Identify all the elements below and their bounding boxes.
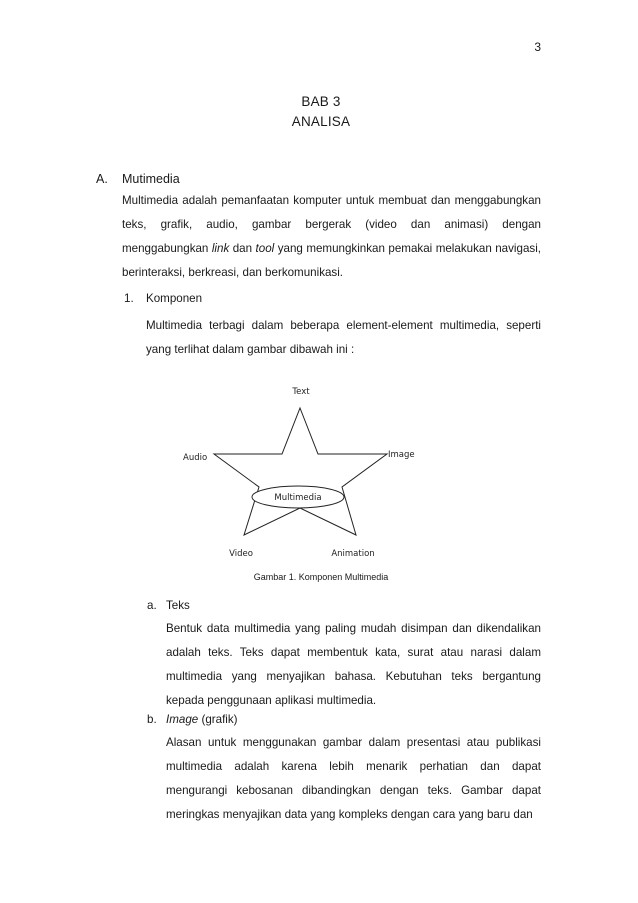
audio-label: Audio xyxy=(183,453,208,463)
intro-text-part3: yang memungkinkan pemakai melakukan navigasi, berinteraksi, berkreasi, dan berkomunikasi. xyxy=(122,242,541,279)
section-letter: A. xyxy=(96,172,108,186)
item-a-letter: a. xyxy=(147,599,157,612)
multimedia-components-diagram xyxy=(170,378,470,578)
intro-text-part2: dan xyxy=(229,242,256,255)
intro-link-term: link xyxy=(211,242,230,255)
chapter-number: BAB 3 xyxy=(301,94,341,109)
video-label: Video xyxy=(229,549,253,559)
subsection-number: 1. xyxy=(124,292,134,305)
section-title: Mutimedia xyxy=(122,172,180,186)
subsection-paragraph: Multimedia terbagi dalam beberapa element-element multimedia, seperti yang terlihat dalam gambar dibawah ini : xyxy=(146,319,541,356)
center-label: Multimedia xyxy=(274,493,322,503)
item-b-title-rest: (grafik) xyxy=(198,713,238,726)
figure-caption: Gambar 1. Komponen Multimedia xyxy=(253,572,389,582)
item-a-title: Teks xyxy=(166,599,190,612)
star-shape xyxy=(214,408,387,535)
item-b-letter: b. xyxy=(147,713,157,726)
intro-text-part1: Multimedia adalah pemanfaatan komputer untuk membuat dan menggabungkan teks, grafik, audio, gambar bergerak (video dan animasi) dengan menggabungkan xyxy=(122,194,541,255)
chapter-title: ANALISA xyxy=(291,114,351,129)
intro-tool-term: tool xyxy=(255,242,275,255)
page-number: 3 xyxy=(534,40,541,54)
text-label: Text xyxy=(292,387,310,397)
item-a-paragraph: Bentuk data multimedia yang paling mudah disimpan dan dikendalikan adalah teks. Teks dapat membentuk kata, surat atau narasi dalam multimedia yang menyajikan bahasa. Kebutuhan teks bergantung kepada penggunaan aplikasi multimedia. xyxy=(166,622,541,707)
animation-label: Animation xyxy=(331,549,375,559)
image-label: Image xyxy=(388,450,415,460)
item-b-paragraph: Alasan untuk menggunakan gambar dalam presentasi atau publikasi multimedia adalah karena lebih menarik perhatian dan dapat mengurangi kebosanan dibandingkan dengan teks. Gambar dapat meringkas menyajikan data yang kompleks dengan cara yang baru dan xyxy=(166,736,541,821)
subsection-title: Komponen xyxy=(146,292,203,305)
item-b-title-italic: Image xyxy=(166,713,199,726)
item-b-title xyxy=(166,713,238,726)
section-intro-paragraph xyxy=(122,189,541,285)
